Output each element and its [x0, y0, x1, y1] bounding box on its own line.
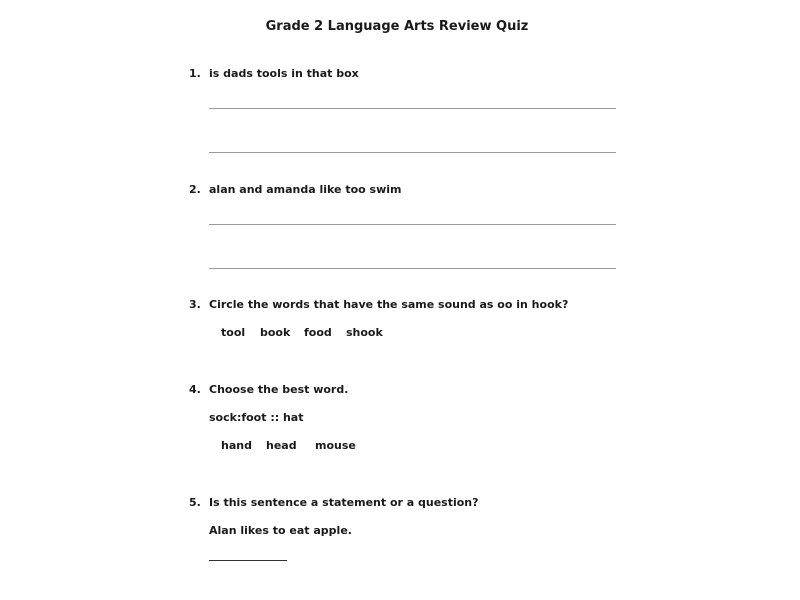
question-text: alan and amanda like too swim	[209, 183, 402, 196]
question-text: Circle the words that have the same sound as oo in hook?	[209, 298, 569, 311]
analogy-text: sock:foot :: hat	[209, 411, 304, 424]
question-3	[189, 298, 568, 311]
choice-mouse[interactable]: mouse	[315, 439, 356, 452]
answer-blank-5[interactable]	[209, 560, 287, 561]
choice-tool[interactable]: tool	[221, 326, 246, 339]
choices-4	[221, 439, 356, 452]
choice-shook[interactable]: shook	[346, 326, 383, 339]
answer-line-1a[interactable]	[209, 108, 616, 109]
page-title: Grade 2 Language Arts Review Quiz	[265, 19, 529, 34]
question-number: 4.	[189, 383, 201, 396]
choice-food[interactable]: food	[304, 326, 332, 339]
choice-head[interactable]: head	[266, 439, 297, 452]
choices-3	[221, 326, 383, 339]
sentence-text: Alan likes to eat apple.	[209, 524, 352, 537]
question-5	[189, 496, 479, 509]
question-4	[189, 383, 348, 396]
answer-line-1b[interactable]	[209, 152, 616, 153]
question-text: is dads tools in that box	[209, 67, 359, 80]
choice-book[interactable]: book	[260, 326, 291, 339]
choice-hand[interactable]: hand	[221, 439, 252, 452]
question-number: 1.	[189, 67, 201, 80]
question-text: Is this sentence a statement or a question?	[209, 496, 479, 509]
answer-line-2b[interactable]	[209, 268, 616, 269]
answer-line-2a[interactable]	[209, 224, 616, 225]
question-number: 3.	[189, 298, 201, 311]
question-number: 5.	[189, 496, 201, 509]
question-number: 2.	[189, 183, 201, 196]
question-text: Choose the best word.	[209, 383, 349, 396]
question-1	[189, 67, 359, 80]
question-2	[189, 183, 402, 196]
